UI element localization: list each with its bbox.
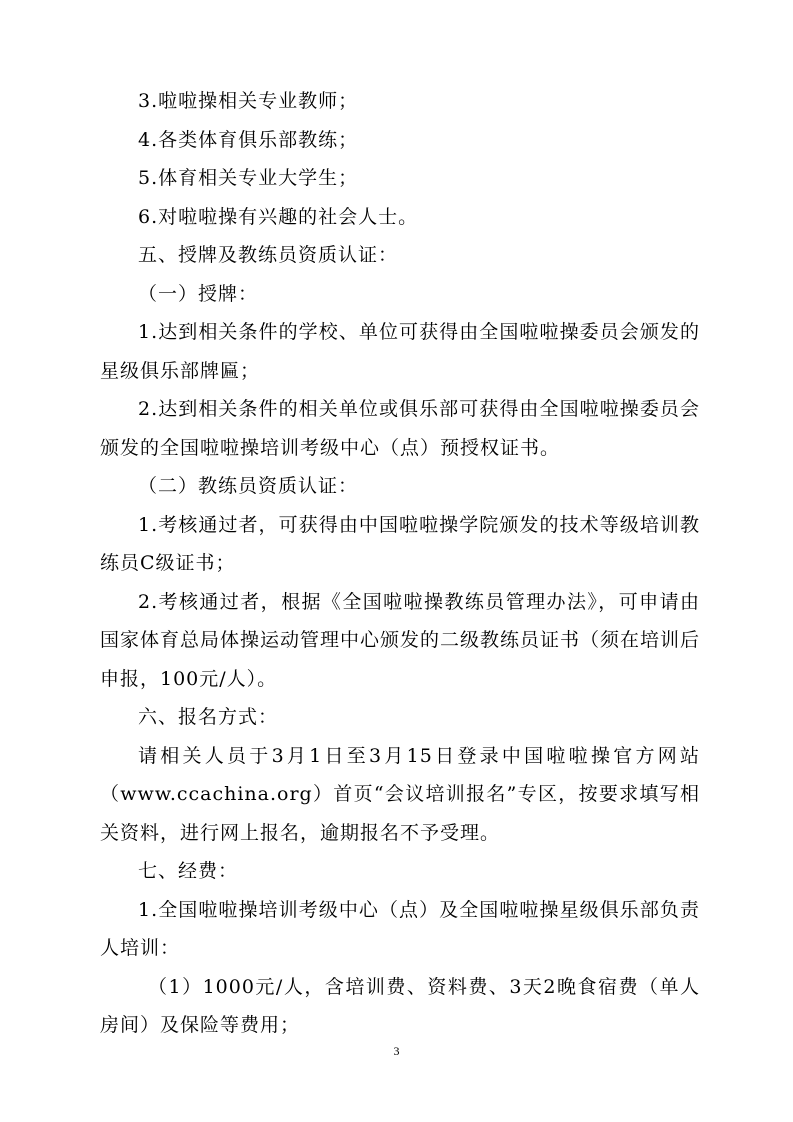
section-heading-6: 六、报名方式： bbox=[138, 706, 279, 728]
paragraph-certification-1: 1.考核通过者，可获得由中国啦啦操学院颁发的技术等级培训教练员C级证书； bbox=[100, 513, 700, 574]
subsection-heading-award: （一）授牌： bbox=[138, 282, 259, 305]
paragraph-award-1: 1.达到相关条件的学校、单位可获得由全国啦啦操委员会颁发的星级俱乐部牌匾； bbox=[100, 321, 700, 382]
paragraph-target-audience-4: 4.各类体育俱乐部教练； bbox=[138, 128, 359, 151]
section-heading-5: 五、授牌及教练员资质认证： bbox=[138, 244, 399, 266]
paragraph-certification-2: 2.考核通过者，根据《全国啦啦操教练员管理办法》，可申请由国家体育总局体操运动管理中心颁发的二级教练员证书（须在培训后申报，100元/人）。 bbox=[100, 590, 701, 690]
section-heading-7: 七、经费： bbox=[138, 860, 239, 882]
paragraph-registration: 请相关人员于3月1日至3月15日登录中国啦啦操官方网站（www.ccachina.org）首页“会议培训报名”专区，按要求填写相关资料，进行网上报名，逾期报名不予受理。 bbox=[100, 744, 700, 844]
paragraph-target-audience-3: 3.啦啦操相关专业教师； bbox=[138, 90, 359, 112]
paragraph-fees-1: 1.全国啦啦操培训考级中心（点）及全国啦啦操星级俱乐部负责人培训： bbox=[100, 898, 700, 959]
document-body bbox=[100, 82, 700, 1045]
paragraph-target-audience-5: 5.体育相关专业大学生； bbox=[138, 167, 359, 189]
page-number: 3 bbox=[393, 1044, 400, 1058]
paragraph-target-audience-6: 6.对啦啦操有兴趣的社会人士。 bbox=[138, 205, 419, 228]
paragraph-fees-1-detail: （1）1000元/人，含培训费、资料费、3天2晚食宿费（单人房间）及保险等费用； bbox=[100, 975, 700, 1036]
paragraph-award-2: 2.达到相关条件的相关单位或俱乐部可获得由全国啦啦操委员会颁发的全国啦啦操培训考级中心（点）预授权证书。 bbox=[100, 398, 700, 459]
subsection-heading-certification: （二）教练员资质认证： bbox=[138, 475, 359, 497]
